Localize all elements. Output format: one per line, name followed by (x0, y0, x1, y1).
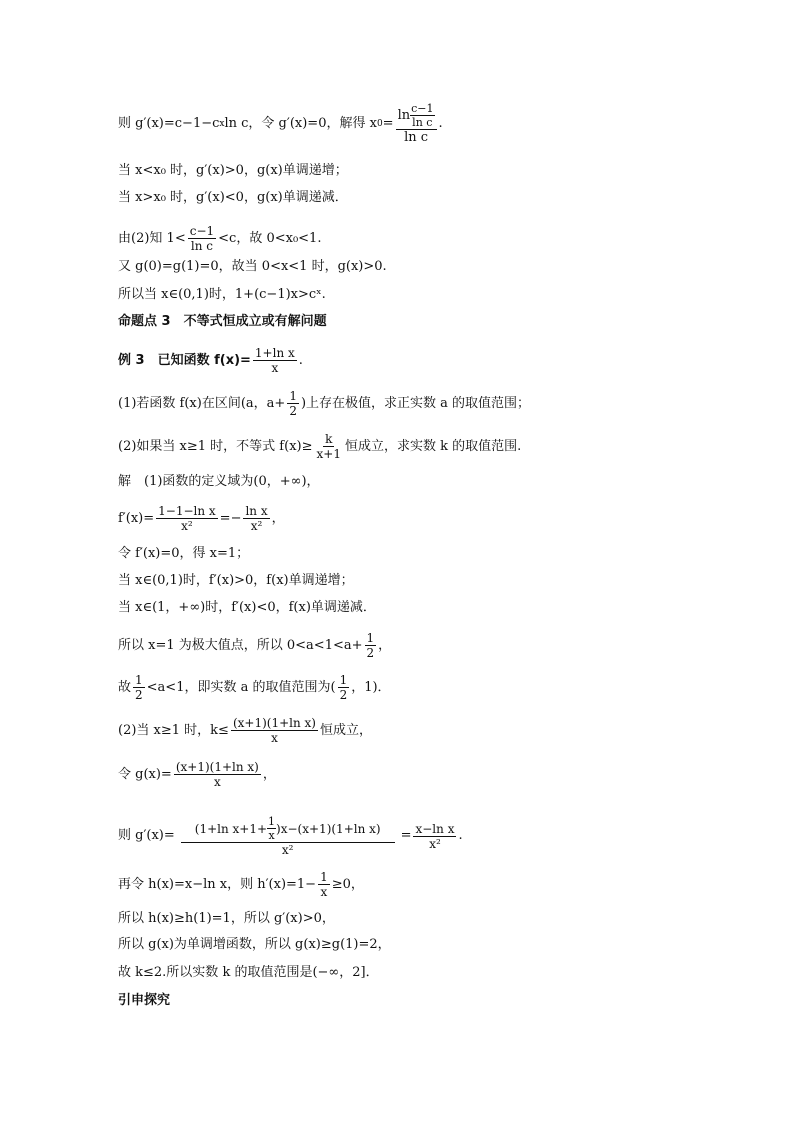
fraction (318, 870, 330, 899)
text: 则 g′(x)=c−1−c (118, 116, 220, 131)
numerator: k (325, 432, 333, 446)
denominator: 2 (339, 688, 348, 702)
subscript: 0 (376, 119, 383, 129)
superscript: x (219, 119, 225, 129)
text: 所以 h(x)≥h(1)=1，所以 g′(x)>0， (118, 911, 335, 926)
line-g0 (118, 259, 387, 275)
text: (2)当 x≥1 时，k≤ (118, 722, 229, 738)
text: ln c，令 g′(x)=0，解得 x (224, 116, 377, 131)
denominator: x² (281, 843, 294, 857)
text: 当 x<x₀ 时，g′(x)>0，g(x)单调递增； (118, 163, 348, 178)
text: = (382, 116, 394, 131)
line-g-increasing (118, 937, 391, 953)
subsection-heading (118, 993, 170, 1009)
denominator: x² (181, 519, 193, 533)
fraction (188, 224, 216, 253)
numerator: ln x (245, 504, 268, 518)
denominator: ln c (404, 130, 429, 145)
line-g-derivative (118, 102, 443, 146)
denominator: ln c (190, 239, 213, 253)
denominator: x (320, 885, 328, 899)
inner-denominator: x (268, 829, 275, 842)
fraction-big (181, 815, 395, 857)
text: . (438, 116, 443, 131)
denominator: x² (429, 836, 441, 851)
text: 当 x∈(1，+∞)时，f′(x)<0，f(x)单调递减． (118, 600, 376, 615)
denominator: x (271, 731, 278, 745)
line-interval-2 (118, 600, 376, 616)
question-2 (118, 432, 521, 461)
fraction (174, 760, 261, 789)
numerator: 1 (320, 870, 328, 884)
numerator: 1 (289, 389, 297, 403)
text: 当 x∈(0,1)时，f′(x)>0，f(x)单调递增； (118, 573, 354, 588)
line-conclusion (118, 287, 326, 303)
line-f-derivative (118, 504, 285, 533)
text: 恒成立， (319, 722, 372, 738)
line-g-prime (118, 815, 463, 857)
line-range-a (118, 673, 391, 702)
fraction (287, 389, 299, 418)
text: ，1)． (351, 679, 391, 695)
fraction-x0 (396, 102, 437, 146)
fraction (365, 631, 377, 660)
numerator: c−1 (189, 224, 215, 238)
section-heading (118, 314, 327, 330)
inner-numerator: 1 (268, 815, 276, 828)
numerator: (x+1)(1+ln x) (232, 716, 316, 730)
fraction (315, 432, 343, 461)
text: 当 x>x₀ 时，g′(x)<0，g(x)单调递减． (118, 190, 348, 205)
text: ， (271, 510, 285, 526)
solution-domain (118, 474, 320, 490)
text: . (298, 352, 303, 368)
fraction (253, 346, 297, 375)
denominator: 2 (289, 404, 297, 418)
denominator: x (271, 361, 279, 375)
inner-fraction (410, 102, 434, 129)
text: 故 k≤2.所以实数 k 的取值范围是(−∞，2]． (118, 965, 379, 980)
example-3 (118, 346, 303, 375)
text: 解 (1)函数的定义域为(0，+∞)， (118, 474, 320, 489)
numerator: 1 (135, 673, 143, 687)
text: 所以 x=1 为极大值点，所以 0<a<1<a+ (118, 637, 363, 653)
fraction (133, 673, 145, 702)
text: = (400, 828, 412, 843)
denominator: 2 (135, 688, 143, 702)
numerator: 1 (339, 673, 348, 687)
line-k-range (118, 965, 379, 981)
text: 再令 h(x)=x−ln x，则 h′(x)=1− (118, 876, 317, 892)
line-interval-1 (118, 573, 354, 589)
line-h-bound (118, 911, 335, 927)
text: <c，故 0<x₀<1. (218, 230, 322, 246)
numerator: 1+ln x (254, 346, 295, 360)
text: 则 g′(x)= (118, 828, 175, 843)
line-set-zero (118, 546, 249, 562)
fraction (338, 673, 350, 702)
numerator: 1 (366, 631, 375, 645)
text: 令 f′(x)=0，得 x=1； (118, 546, 250, 561)
text: <a<1，即实数 a 的取值范围为( (146, 679, 336, 695)
text: (2)如果当 x≥1 时，不等式 f(x)≥ (118, 438, 313, 454)
inner-denominator: ln c (412, 116, 433, 129)
fraction (413, 822, 456, 851)
line-max-point (118, 631, 391, 660)
text: 所以 g(x)为单调增函数，所以 g(x)≥g(1)=2， (118, 937, 391, 952)
numerator-part-a: (1+ln x+1+ (194, 821, 268, 836)
question-1 (118, 389, 530, 418)
numerator: 1−1−ln x (158, 504, 216, 518)
line-increasing (118, 163, 348, 179)
text: (1)若函数 f(x)在区间(a，a+ (118, 395, 286, 411)
fraction (243, 504, 269, 533)
fraction (231, 716, 318, 745)
line-from-2 (118, 224, 321, 253)
heading-text: 引申探究 (118, 993, 171, 1008)
denominator: x+1 (316, 447, 341, 461)
text: 又 g(0)=g(1)=0，故当 0<x<1 时，g(x)>0. (118, 259, 387, 274)
line-define-h (118, 870, 364, 899)
text: ≥0， (331, 876, 364, 892)
numerator-part-b: )x−(x+1)(1+ln x) (276, 821, 381, 836)
text: )上存在极值，求正实数 a 的取值范围； (300, 395, 531, 411)
denominator: x² (250, 519, 263, 533)
text: ， (378, 637, 392, 653)
denominator: 2 (366, 646, 375, 660)
text: =− (219, 510, 242, 526)
text: 由(2)知 1< (118, 230, 186, 246)
line-decreasing (118, 190, 348, 206)
line-part-2 (118, 716, 372, 745)
text: 例 3 已知函数 f(x)= (118, 352, 251, 368)
text: f′(x)= (118, 510, 155, 526)
text: . (458, 828, 463, 843)
numerator: x−ln x (415, 821, 455, 836)
ln-label: ln (397, 107, 411, 123)
text: 恒成立，求实数 k 的取值范围. (344, 438, 522, 454)
text: 所以当 x∈(0,1)时，1+(c−1)x>cˣ. (118, 287, 326, 302)
inner-fraction (267, 815, 276, 842)
text: 故 (118, 679, 132, 695)
inner-numerator: c−1 (411, 102, 434, 115)
numerator: (x+1)(1+ln x) (175, 760, 259, 774)
denominator: x (213, 775, 221, 789)
text: 令 g(x)= (118, 766, 172, 782)
heading-text: 命题点 3 不等式恒成立或有解问题 (118, 314, 327, 329)
line-define-g (118, 760, 276, 789)
fraction (156, 504, 218, 533)
text: ， (262, 766, 276, 782)
